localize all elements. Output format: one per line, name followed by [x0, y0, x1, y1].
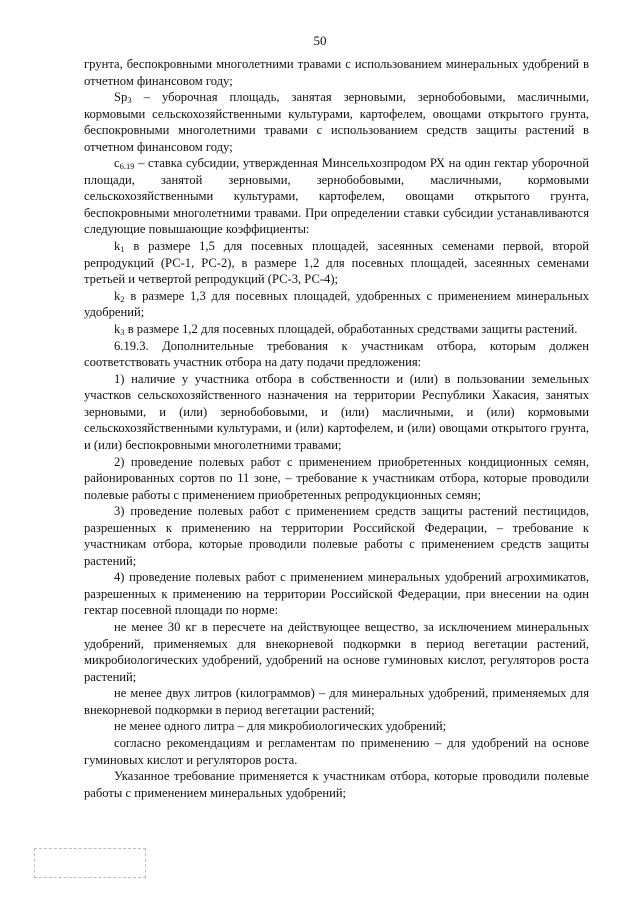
paragraph-3-text: – ставка субсидии, утвержденная Минсельхозпродом РХ на один гектар уборочной площади, занятой зерновыми, зернобобовыми, масличными, кормовыми сельскохозяйственными культурами, картофелем, овощами открытого грунта, беспокровными многолетними травами. При определении ставки субсидии устанавливаются следующие повышающие коэффициенты: — [84, 156, 589, 237]
page-number: 50 — [313, 33, 327, 48]
variable-subscript: 3 — [127, 95, 132, 106]
variable-subscript: 2 — [120, 293, 125, 304]
variable-k2: k — [114, 288, 121, 303]
variable-subscript: 3 — [120, 326, 125, 337]
paragraph-11: 4) проведение полевых работ с применением минеральных удобрений агрохимикатов, разрешенных к применению на территории Российской Федерации, при внесении на один гектар посевной площади по норме: — [84, 570, 589, 618]
paragraph-1: грунта, беспокровными многолетними травами с использованием минеральных удобрений в отчетном финансовом году; — [84, 57, 589, 88]
variable-k3: k — [114, 321, 121, 336]
paragraph-2 — [84, 89, 589, 155]
paragraph-7: 6.19.3. Дополнительные требования к участникам отбора, которым должен соответствовать участник отбора на дату подачи предложения: — [84, 338, 589, 370]
paragraph-6-text: в размере 1,2 для посевных площадей, обработанных средствами защиты растений. — [124, 321, 578, 336]
variable-c: c — [114, 156, 120, 171]
document-body — [84, 56, 589, 802]
paragraph-4 — [84, 238, 589, 288]
paragraph-3 — [84, 155, 589, 238]
variable-subscript: 6.19 — [119, 161, 135, 172]
paragraph-5 — [84, 288, 589, 321]
paragraph-14: не менее одного литра – для микробиологических удобрений; — [114, 719, 447, 734]
faint-stamp-image — [34, 848, 146, 878]
paragraph-4-text: в размере 1,5 для посевных площадей, засеянных семенами первой, второй репродукций (РС-1, РС-2), в размере 1,2 для посевных площадей, засеянных семенами третьей и четвертой репродукций (РС-3, РС-4); — [84, 239, 589, 287]
paragraph-13: не менее двух литров (килограммов) – для минеральных удобрений, применяемых для внекорневой подкормки в период вегетации растений; — [84, 686, 589, 717]
variable-sp3: Sp — [114, 90, 128, 105]
paragraph-2-text: – уборочная площадь, занятая зерновыми, зернобобовыми, масличными, кормовыми сельскохозяйственными культурами, картофелем, овощами открытого грунта, беспокровными многолетними травами с использованием средств защиты растений в отчетном финансовом году; — [84, 90, 589, 154]
paragraph-6 — [84, 321, 589, 338]
paragraph-16: Указанное требование применяется к участникам отбора, которые проводили полевые работы с применением минеральных удобрений; — [84, 769, 589, 800]
variable-subscript: 1 — [120, 244, 125, 255]
paragraph-15: согласно рекомендациям и регламентам по применению – для удобрений на основе гуминовых кислот и регуляторов роста. — [84, 736, 589, 767]
variable-k1: k — [114, 239, 121, 254]
paragraph-5-text: в размере 1,3 для посевных площадей, удобренных с применением минеральных удобрений; — [84, 288, 589, 320]
paragraph-10: 3) проведение полевых работ с применением средств защиты растений пестицидов, разрешенных к применению на территории Российской Федерации, – требование к участникам отбора, которые проводили полевые работы с применением средств защиты растений; — [84, 504, 589, 568]
paragraph-9: 2) проведение полевых работ с применением приобретенных кондиционных семян, районированных сортов по 11 зоне, – требование к участникам отбора, которые проводили полевые работы с применением приобретенных репродукционных семян; — [84, 454, 589, 502]
paragraph-12: не менее 30 кг в пересчете на действующее вещество, за исключением минеральных удобрений, применяемых для внекорневой подкормки в период вегетации растений, микробиологических удобрений, удобрений на основе гуминовых кислот, регуляторов роста растений; — [84, 620, 589, 684]
paragraph-8: 1) наличие у участника отбора в собственности и (или) в пользовании земельных участков сельскохозяйственного назначения на территории Республики Хакасия, занятых зерновыми, и (или) зернобобовыми, и (или) масличными, и (или) кормовыми сельскохозяйственными культурами, и (или) картофелем, и (или) овощами открытого грунта, и (или) беспокровными многолетними травами; — [84, 371, 589, 452]
